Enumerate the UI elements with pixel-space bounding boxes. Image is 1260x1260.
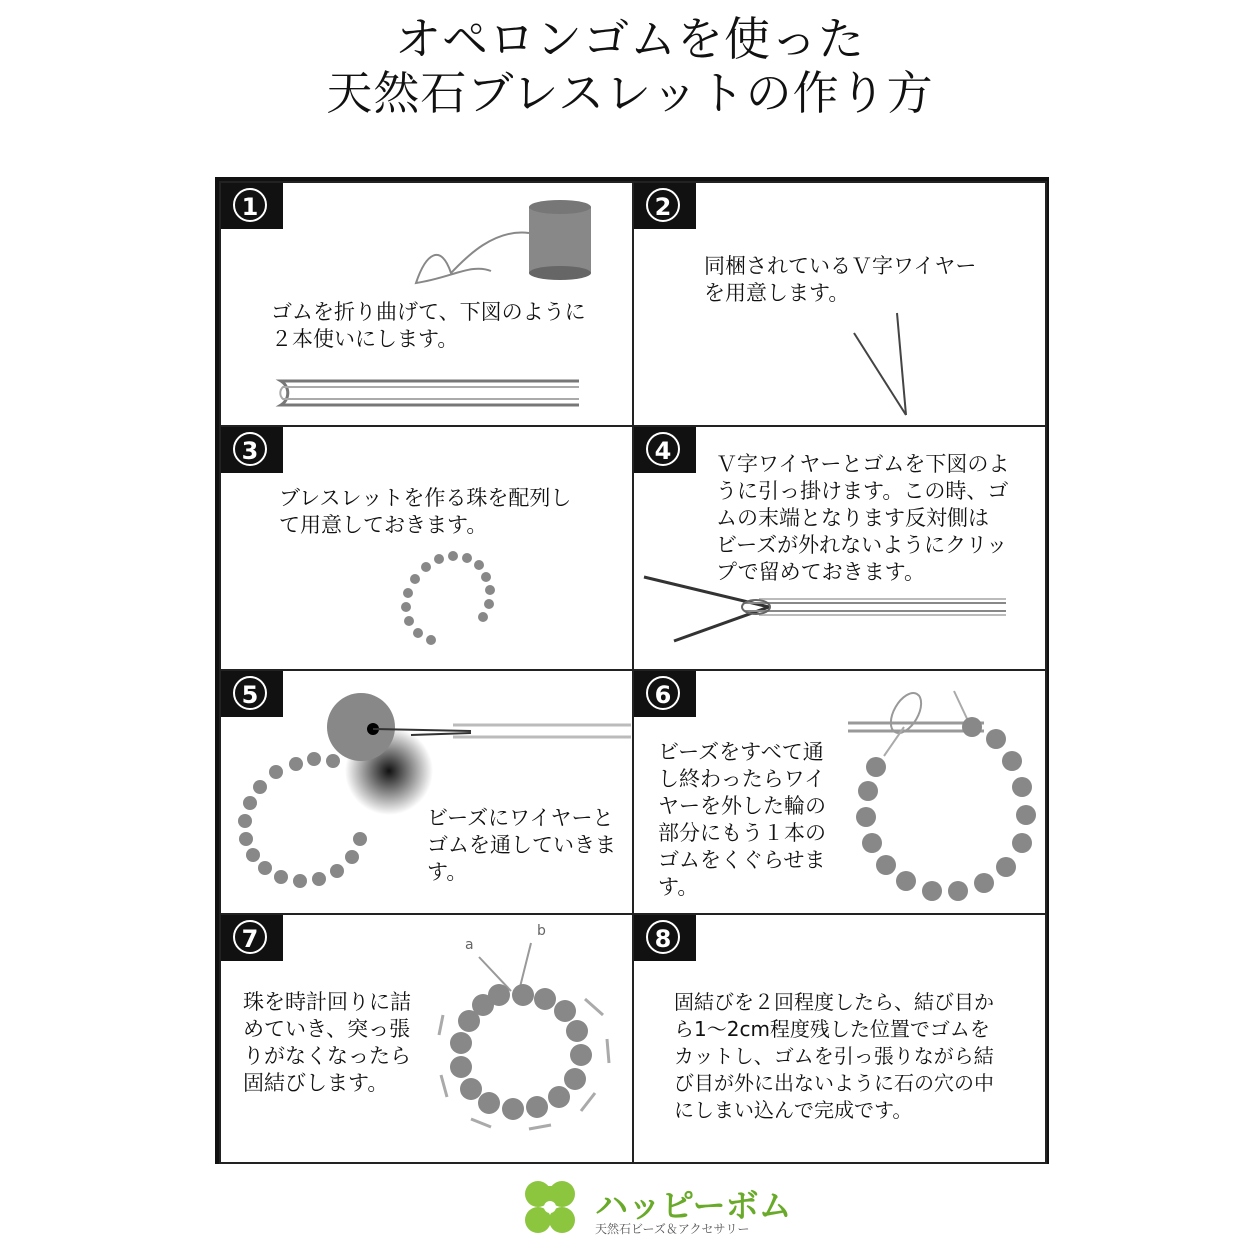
step-2-text: 同梱されているＶ字ワイヤー を用意します。 (704, 254, 977, 305)
step-2-badge: 2 (634, 183, 696, 229)
knot-label-b: b (537, 923, 546, 939)
step-6-badge: 6 (634, 671, 696, 717)
arranged-beads-illustration (221, 427, 634, 671)
brand-name: ハッピーボム (595, 1186, 792, 1225)
step-7-badge: 7 (221, 915, 283, 961)
page-title-line2: 天然石ブレスレットの作り方 (326, 66, 934, 120)
step-1-text: ゴムを折り曲げて、下図のように ２本使いにします。 (271, 300, 586, 351)
step-7-panel (219, 913, 634, 1164)
step-8-text: 固結びを２回程度したら、結び目か ら1～2cm程度残した位置でゴムを カットし、ゴムを引っ張りながら結 び目が外に出ないように石の穴の中 にしまい込んで完成です。 (674, 990, 994, 1122)
page-title-line1: オペロンゴムを使った (395, 12, 865, 66)
step-6-panel (632, 669, 1047, 915)
step-6-text: ビーズをすべて通 し終わったらワイ ヤーを外した輪の 部分にもう１本の ゴムをくぐらせま す。 (658, 740, 826, 899)
steps-grid (215, 177, 1049, 1164)
step-3-text: ブレスレットを作る珠を配列し て用意しておきます。 (279, 486, 572, 537)
step-5-panel (219, 669, 634, 915)
brand-tagline: 天然石ビーズ＆アクセサリー (595, 1222, 750, 1236)
step-3-badge: 3 (221, 427, 283, 473)
step-5-text: ビーズにワイヤーと ゴムを通していきま す。 (427, 806, 616, 884)
step-7-text: 珠を時計回りに詰 めていき、突っ張 りがなくなったら 固結びします。 (243, 990, 411, 1095)
step-8-badge: 8 (634, 915, 696, 961)
step-4-panel (632, 425, 1047, 671)
step-1-badge: 1 (221, 183, 283, 229)
step-5-badge: 5 (221, 671, 283, 717)
step-4-text: Ｖ字ワイヤーとゴムを下図のよ うに引っ掛けます。この時、ゴ ムの末端となります反対側は ビーズが外れないようにクリッ プで留めておきます。 (716, 452, 1010, 584)
knot-label-a: a (465, 937, 474, 953)
clover-logo-icon (510, 1172, 590, 1252)
step-1-panel (219, 181, 634, 427)
step-2-panel (632, 181, 1047, 427)
step-8-panel (632, 913, 1047, 1164)
step-3-panel (219, 425, 634, 671)
step-4-badge: 4 (634, 427, 696, 473)
